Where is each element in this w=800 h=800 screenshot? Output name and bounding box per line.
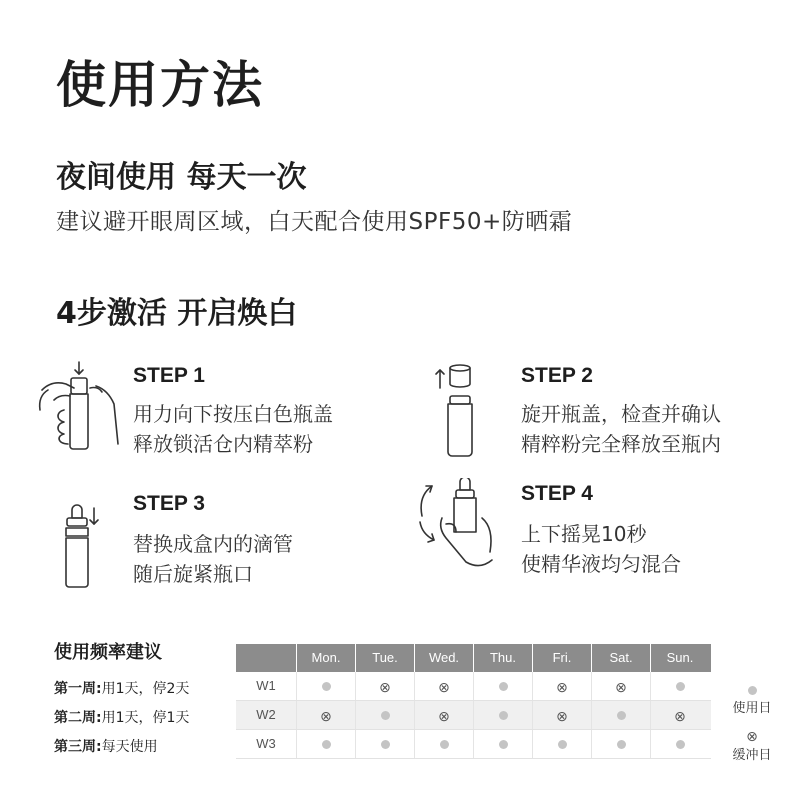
day-header: Tue. xyxy=(355,644,414,672)
day-cell xyxy=(296,730,355,758)
use-day-icon xyxy=(499,711,508,720)
week-1-text: 用1天，停2天 xyxy=(101,681,190,697)
week-1-prefix: 第一周: xyxy=(54,681,102,697)
day-cell xyxy=(473,730,532,758)
day-cell xyxy=(532,701,591,729)
legend-rest xyxy=(726,728,778,765)
day-cell xyxy=(355,672,414,700)
rest-day-icon: ⊗ xyxy=(556,707,568,724)
day-cell xyxy=(414,701,473,729)
usage-note: 建议避开眼周区域，白天配合使用SPF50+防晒霜 xyxy=(56,209,573,235)
step-3-line-2: 随后旋紧瓶口 xyxy=(133,562,253,586)
step-4-line-1: 上下摇晃10秒 xyxy=(521,522,647,546)
day-cell xyxy=(296,672,355,700)
step-4-title: STEP 4 xyxy=(521,482,593,505)
use-day-icon xyxy=(499,682,508,691)
table-body xyxy=(236,672,711,759)
frequency-title: 使用频率建议 xyxy=(54,642,162,663)
day-header: Thu. xyxy=(473,644,532,672)
week-row-label: W1 xyxy=(256,678,276,693)
use-day-icon xyxy=(440,740,449,749)
step-1-title: STEP 1 xyxy=(133,364,205,387)
week-2-text: 用1天，停1天 xyxy=(101,710,190,726)
day-cell xyxy=(473,672,532,700)
week-row-label: W3 xyxy=(256,736,276,751)
day-cell xyxy=(650,701,709,729)
step-2-line-1: 旋开瓶盖，检查并确认 xyxy=(521,402,721,426)
header-corner xyxy=(236,644,296,672)
week-3-prefix: 第三周: xyxy=(54,739,102,755)
day-header: Mon. xyxy=(296,644,355,672)
day-cell xyxy=(355,701,414,729)
week-3-text: 每天使用 xyxy=(101,739,158,755)
day-cell xyxy=(414,730,473,758)
rest-day-icon: ⊗ xyxy=(379,678,391,695)
use-day-icon xyxy=(322,682,331,691)
day-cell xyxy=(473,701,532,729)
use-day-icon xyxy=(558,740,567,749)
open-cap-icon xyxy=(432,362,492,458)
table-header xyxy=(236,644,711,672)
day-cell xyxy=(591,730,650,758)
day-header: Fri. xyxy=(532,644,591,672)
dropper-icon xyxy=(54,494,104,590)
step-3-line-1: 替换成盒内的滴管 xyxy=(133,532,293,556)
table-row xyxy=(236,730,711,759)
rest-day-icon: ⊗ xyxy=(746,729,758,745)
rest-day-icon: ⊗ xyxy=(438,678,450,695)
table-row xyxy=(236,701,711,730)
rest-day-icon: ⊗ xyxy=(438,707,450,724)
use-day-icon xyxy=(676,682,685,691)
day-cell xyxy=(414,672,473,700)
legend-rest-label: 缓冲日 xyxy=(732,747,772,763)
shake-bottle-icon xyxy=(412,478,508,578)
day-cell xyxy=(650,672,709,700)
day-cell xyxy=(296,701,355,729)
use-day-icon xyxy=(617,740,626,749)
usage-heading: 夜间使用 每天一次 xyxy=(56,160,307,195)
use-day-icon xyxy=(676,740,685,749)
week-3-label xyxy=(54,737,158,757)
week-2-prefix: 第二周: xyxy=(54,710,102,726)
press-cap-icon xyxy=(34,360,124,455)
use-day-icon xyxy=(499,740,508,749)
use-day-icon xyxy=(381,711,390,720)
day-cell xyxy=(591,672,650,700)
day-cell xyxy=(532,730,591,758)
use-day-icon xyxy=(617,711,626,720)
step-4-line-2: 使精华液均匀混合 xyxy=(521,552,681,576)
use-day-icon xyxy=(322,740,331,749)
use-day-icon xyxy=(381,740,390,749)
week-row-label: W2 xyxy=(256,707,276,722)
page-title: 使用方法 xyxy=(56,56,264,114)
rest-day-icon: ⊗ xyxy=(556,678,568,695)
week-1-label xyxy=(54,679,189,699)
step-2-title: STEP 2 xyxy=(521,364,593,387)
rest-day-icon: ⊗ xyxy=(320,707,332,724)
rest-day-icon: ⊗ xyxy=(615,678,627,695)
week-2-label xyxy=(54,708,189,728)
day-header: Sun. xyxy=(650,644,709,672)
rest-day-icon: ⊗ xyxy=(674,707,686,724)
legend-use xyxy=(726,682,778,718)
use-day-icon xyxy=(748,686,757,695)
day-cell xyxy=(355,730,414,758)
step-3-title: STEP 3 xyxy=(133,492,205,515)
day-cell xyxy=(650,730,709,758)
legend-use-label: 使用日 xyxy=(732,701,772,716)
table-row xyxy=(236,672,711,701)
steps-heading: 4步激活 开启焕白 xyxy=(56,296,298,331)
step-1-line-1: 用力向下按压白色瓶盖 xyxy=(133,402,333,426)
day-header: Wed. xyxy=(414,644,473,672)
step-1-line-2: 释放锁活仓内精萃粉 xyxy=(133,432,313,456)
day-cell xyxy=(591,701,650,729)
frequency-table xyxy=(236,644,711,759)
step-2-line-2: 精粹粉完全释放至瓶内 xyxy=(521,432,721,456)
day-header: Sat. xyxy=(591,644,650,672)
day-cell xyxy=(532,672,591,700)
